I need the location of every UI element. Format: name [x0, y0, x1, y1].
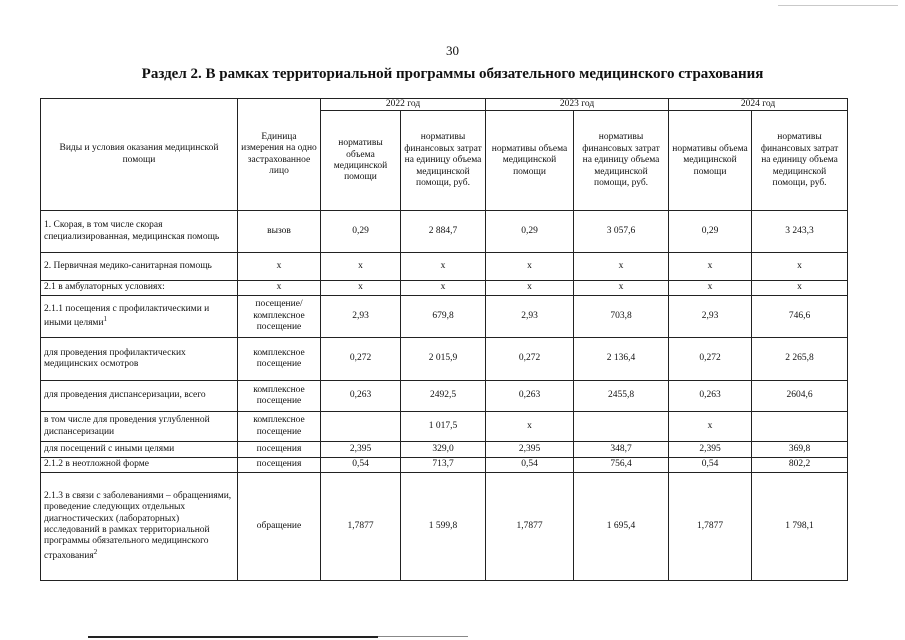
footnote-marker: 2: [93, 547, 98, 556]
row-label: в том числе для проведения углубленной диспансеризации: [44, 415, 210, 437]
unit-cell: обращение: [238, 473, 321, 581]
unit-cell: посещения: [238, 457, 321, 473]
cost-2022-cell: х: [401, 252, 486, 280]
cost-2024-cell: 2 265,8: [752, 337, 848, 380]
volume-2023-cell: 0,272: [486, 337, 574, 380]
table-row: [41, 457, 848, 473]
row-label: 1. Скорая, в том числе скорая специализированная, медицинская помощь: [44, 220, 220, 242]
table-row: [41, 252, 848, 280]
header-service-type: Виды и условия оказания медицинской помощи: [41, 99, 238, 211]
cost-2023-cell: 2455,8: [574, 381, 669, 412]
row-label-cell: [41, 211, 238, 252]
cost-2022-cell: 713,7: [401, 457, 486, 473]
cost-2023-cell: х: [574, 280, 669, 296]
cost-2024-cell: 802,2: [752, 457, 848, 473]
unit-cell: комплексное посещение: [238, 381, 321, 412]
header-row-years: [41, 99, 848, 111]
header-volume-2022: нормативы объема медицинской помощи: [321, 111, 401, 211]
cost-2024-cell: [752, 412, 848, 442]
volume-2023-cell: х: [486, 280, 574, 296]
volume-2024-cell: 1,7877: [669, 473, 752, 581]
header-year-2024: 2024 год: [669, 99, 848, 111]
row-label-cell: [41, 296, 238, 337]
cost-2023-cell: х: [574, 252, 669, 280]
unit-cell: посещения: [238, 442, 321, 458]
table-row: [41, 412, 848, 442]
cost-2024-cell: 369,8: [752, 442, 848, 458]
cost-2023-cell: 348,7: [574, 442, 669, 458]
cost-2022-cell: х: [401, 280, 486, 296]
row-label: 2.1.3 в связи с заболеваниями – обращениями, проведение следующих отдельных диагностических (лабораторных) исследований в рамках территориальной программы обязательного медицинского страхования: [44, 490, 232, 561]
volume-2024-cell: 0,263: [669, 381, 752, 412]
table-body: [41, 211, 848, 581]
cost-2022-cell: 329,0: [401, 442, 486, 458]
volume-2023-cell: х: [486, 412, 574, 442]
cost-2023-cell: 3 057,6: [574, 211, 669, 252]
cost-2022-cell: 2 884,7: [401, 211, 486, 252]
table-row: [41, 211, 848, 252]
cost-2022-cell: 2 015,9: [401, 337, 486, 380]
row-label: 2.1.2 в неотложной форме: [44, 459, 149, 470]
cost-2024-cell: х: [752, 280, 848, 296]
volume-2022-cell: 0,272: [321, 337, 401, 380]
header-volume-2023: нормативы объема медицинской помощи: [486, 111, 574, 211]
cost-2023-cell: 703,8: [574, 296, 669, 337]
row-label-cell: [41, 280, 238, 296]
section-title: Раздел 2. В рамках территориальной программы обязательного медицинского страхования: [141, 66, 764, 82]
volume-2024-cell: х: [669, 252, 752, 280]
volume-2023-cell: 1,7877: [486, 473, 574, 581]
cost-2022-cell: 679,8: [401, 296, 486, 337]
cost-2022-cell: 1 599,8: [401, 473, 486, 581]
volume-2023-cell: 0,263: [486, 381, 574, 412]
cost-2024-cell: 746,6: [752, 296, 848, 337]
volume-2024-cell: х: [669, 412, 752, 442]
cost-2024-cell: 1 798,1: [752, 473, 848, 581]
cost-2024-cell: х: [752, 252, 848, 280]
volume-2024-cell: 2,395: [669, 442, 752, 458]
volume-2022-cell: [321, 412, 401, 442]
cost-2024-cell: 2604,6: [752, 381, 848, 412]
row-label: для проведения диспансеризации, всего: [44, 390, 206, 401]
table-row: [41, 337, 848, 380]
header-year-2022: 2022 год: [321, 99, 486, 111]
row-label: 2. Первичная медико-санитарная помощь: [44, 260, 212, 271]
row-label-cell: [41, 457, 238, 473]
volume-2023-cell: 2,395: [486, 442, 574, 458]
cost-2022-cell: 2492,5: [401, 381, 486, 412]
row-label-cell: [41, 473, 238, 581]
footnote-rule: [88, 636, 378, 638]
footnote-rule-faint: [378, 636, 468, 637]
unit-cell: комплексное посещение: [238, 337, 321, 380]
unit-cell: комплексное посещение: [238, 412, 321, 442]
header-year-2023: 2023 год: [486, 99, 669, 111]
row-label-cell: [41, 252, 238, 280]
volume-2024-cell: 2,93: [669, 296, 752, 337]
row-label: для посещений с иными целями: [44, 443, 175, 454]
volume-2022-cell: 2,93: [321, 296, 401, 337]
row-label: 2.1.1 посещения с профилактическими и иными целями: [44, 303, 210, 329]
page-number: 30: [446, 43, 459, 58]
row-label-cell: [41, 442, 238, 458]
volume-2022-cell: 1,7877: [321, 473, 401, 581]
volume-2023-cell: 2,93: [486, 296, 574, 337]
header-cost-2024: нормативы финансовых затрат на единицу объема медицинской помощи, руб.: [752, 111, 848, 211]
row-label-cell: [41, 337, 238, 380]
footnote-marker: 1: [103, 314, 108, 323]
volume-2023-cell: 0,54: [486, 457, 574, 473]
cost-2023-cell: 2 136,4: [574, 337, 669, 380]
volume-2024-cell: х: [669, 280, 752, 296]
table-row: [41, 473, 848, 581]
unit-cell: х: [238, 280, 321, 296]
table-row: [41, 296, 848, 337]
cost-2023-cell: [574, 412, 669, 442]
volume-2022-cell: 0,263: [321, 381, 401, 412]
header-volume-2024: нормативы объема медицинской помощи: [669, 111, 752, 211]
header-cost-2023: нормативы финансовых затрат на единицу объема медицинской помощи, руб.: [574, 111, 669, 211]
volume-2024-cell: 0,54: [669, 457, 752, 473]
top-decorative-rule: [778, 5, 898, 6]
table-row: [41, 442, 848, 458]
volume-2023-cell: 0,29: [486, 211, 574, 252]
volume-2022-cell: х: [321, 252, 401, 280]
table-row: [41, 381, 848, 412]
cost-2023-cell: 756,4: [574, 457, 669, 473]
volume-2022-cell: 0,29: [321, 211, 401, 252]
cost-2022-cell: 1 017,5: [401, 412, 486, 442]
volume-2024-cell: 0,29: [669, 211, 752, 252]
volume-2022-cell: 2,395: [321, 442, 401, 458]
unit-cell: х: [238, 252, 321, 280]
row-label: для проведения профилактических медицинских осмотров: [44, 347, 186, 369]
cost-2024-cell: 3 243,3: [752, 211, 848, 252]
header-cost-2022: нормативы финансовых затрат на единицу объема медицинской помощи, руб.: [401, 111, 486, 211]
header-unit: Единица измерения на одно застрахованное лицо: [238, 99, 321, 211]
unit-cell: посещение/ комплексное посещение: [238, 296, 321, 337]
volume-2024-cell: 0,272: [669, 337, 752, 380]
row-label: 2.1 в амбулаторных условиях:: [44, 282, 165, 293]
norms-table: [40, 98, 848, 581]
volume-2023-cell: х: [486, 252, 574, 280]
row-label-cell: [41, 412, 238, 442]
table-row: [41, 280, 848, 296]
row-label-cell: [41, 381, 238, 412]
cost-2023-cell: 1 695,4: [574, 473, 669, 581]
unit-cell: вызов: [238, 211, 321, 252]
volume-2022-cell: х: [321, 280, 401, 296]
volume-2022-cell: 0,54: [321, 457, 401, 473]
